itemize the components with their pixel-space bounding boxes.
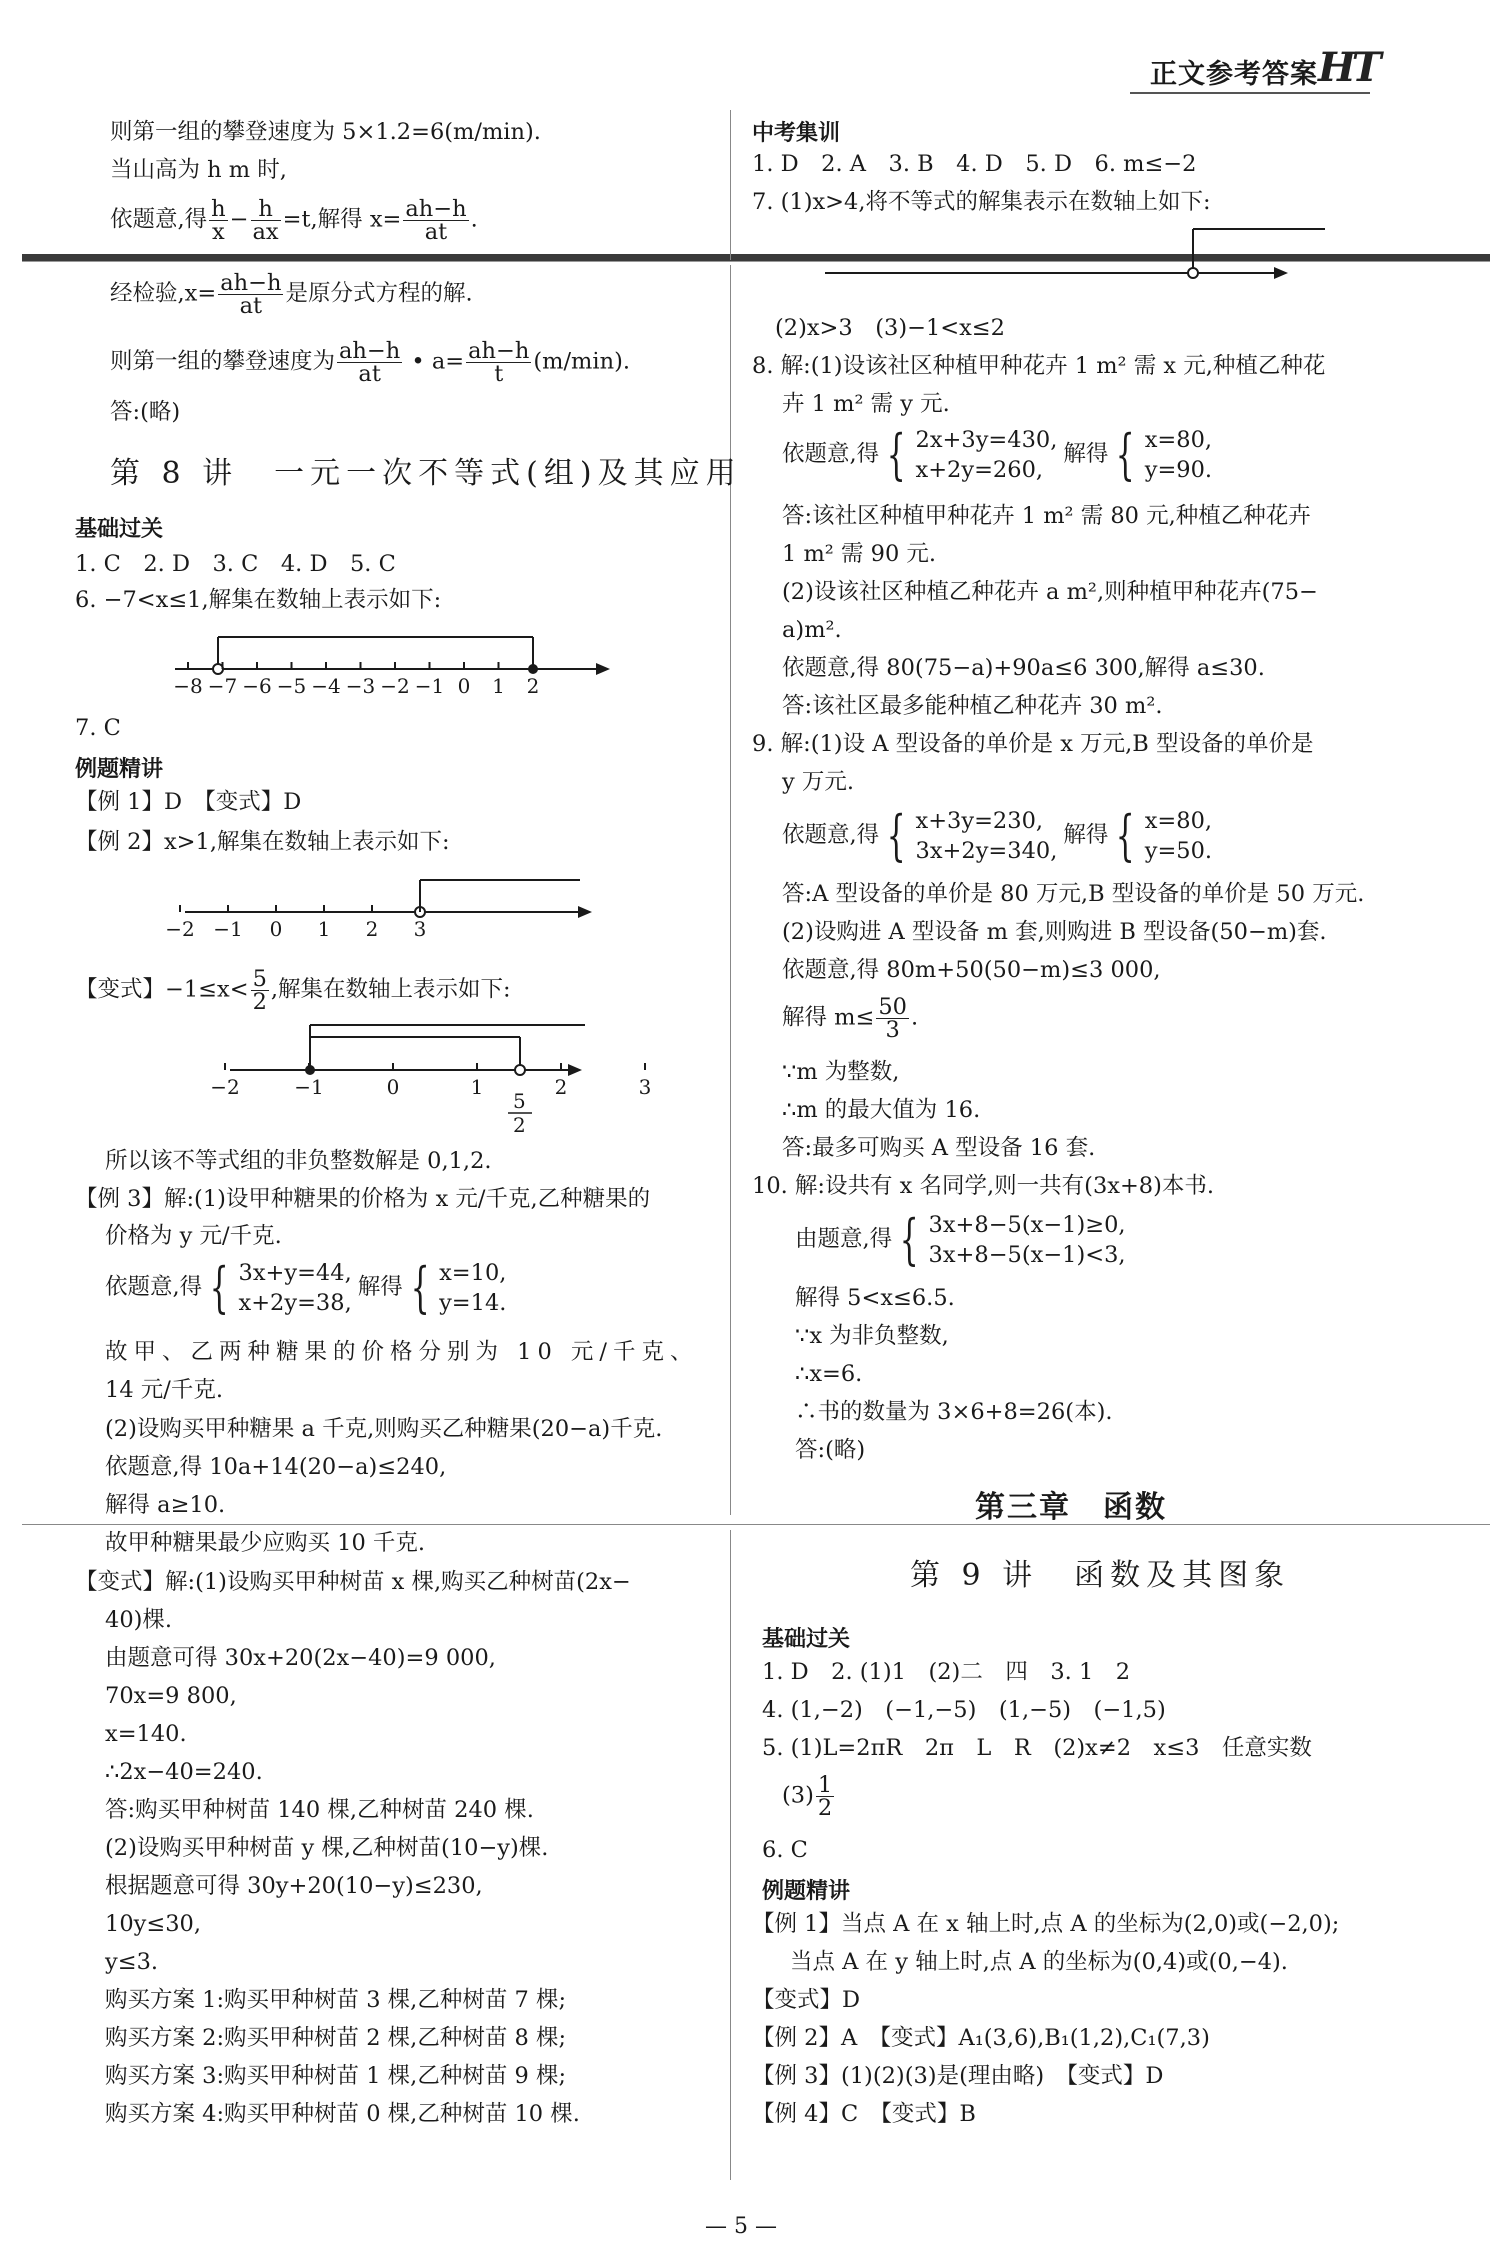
brace: { (899, 1208, 919, 1271)
equation: x=80, (1144, 808, 1213, 834)
text-line: 答:最多可购买 A 型设备 16 套. (782, 1135, 1096, 1161)
text-line: 【变式】解:(1)设购买甲种树苗 x 棵,购买乙种树苗(2x− (75, 1569, 631, 1595)
numerator: ah−h (220, 270, 282, 296)
brace: { (886, 423, 906, 486)
axis-label: −6 (242, 674, 272, 698)
text: 依题意,得 (110, 206, 208, 233)
text-line: 解得 m≤ $\frac{50}{3}$ . (782, 994, 919, 1043)
text-line: ∴m 的最大值为 16. (782, 1097, 981, 1123)
text-line: 【例 1】当点 A 在 x 轴上时,点 A 的坐标为(2,0)或(−2,0); (752, 1911, 1340, 1937)
text-line: 购买方案 1:购买甲种树苗 3 棵,乙种树苗 7 棵; (105, 1987, 567, 2013)
text-line: ∴书的数量为 3×6+8=26(本). (795, 1399, 1113, 1425)
brace: { (886, 804, 906, 867)
brace: { (1116, 423, 1136, 486)
text-line (105, 1258, 506, 1318)
text-line: 依题意,得 80(75−a)+90a≤6 300,解得 a≤30. (782, 655, 1265, 681)
text-line: 【变式】D (752, 1987, 861, 2013)
axis-label: −1 (414, 674, 445, 698)
text-line (110, 272, 473, 317)
equation: y=50. (1144, 838, 1213, 864)
numerator: 5 (252, 966, 267, 992)
text: 由题意,得 (795, 1226, 893, 1252)
lesson-title: 第 8 讲 一元一次不等式(组)及其应用 (110, 456, 742, 491)
text-line: 10. 解:设共有 x 名同学,则一共有(3x+8)本书. (752, 1173, 1215, 1199)
equation: 2x+3y=430, (915, 427, 1058, 453)
text-line: a)m². (782, 617, 842, 643)
text-line: 6. C (762, 1837, 808, 1863)
denominator: 2 (817, 1795, 833, 1821)
text-line: 故甲种糖果最少应购买 10 千克. (105, 1530, 426, 1556)
text-line: 当点 A 在 y 轴上时,点 A 的坐标为(0,4)或(0,−4). (790, 1949, 1288, 1975)
fraction (337, 340, 402, 385)
number-line-3 (210, 1015, 652, 1137)
equation: x=80, (1144, 427, 1213, 453)
text-line: 【例 3】(1)(2)(3)是(理由略) 【变式】D (752, 2063, 1164, 2089)
axis-label: −4 (311, 674, 341, 698)
fraction (403, 198, 468, 243)
text-line: 所以该不等式组的非负整数解是 0,1,2. (105, 1148, 492, 1174)
axis-label: 2 (526, 674, 540, 698)
equation: 3x+2y=340, (915, 838, 1058, 864)
equation: x+2y=260, (915, 457, 1044, 483)
text: 经检验,x= (110, 280, 217, 307)
text-line: 7. C (75, 715, 121, 741)
equation: y=14. (439, 1290, 507, 1316)
text-line: (2)设购买甲种糖果 a 千克,则购买乙种糖果(20−a)千克. (105, 1416, 663, 1442)
text-line: 解得 a≥10. (105, 1492, 226, 1518)
axis-label: 1 (492, 674, 505, 698)
text-line: 答:A 型设备的单价是 80 万元,B 型设备的单价是 50 万元. (782, 881, 1365, 907)
denominator: ax (252, 219, 279, 245)
axis-label: 2 (513, 1113, 526, 1137)
axis-label: 3 (638, 1075, 652, 1099)
text-line: 8. 解:(1)设该社区种植甲种花卉 1 m² 需 x 元,种植乙种花 (752, 353, 1326, 379)
text-line: 依题意,得 $\frac{h}{x}$ − $\frac{h}{ax}$ =t,解得 x= $\frac{ah-h}{at}$ . (110, 196, 478, 245)
text-line: ∵m 为整数, (782, 1059, 900, 1085)
text-line: 故甲、乙两种糖果的价格分别为 10 元/千克、 (105, 1339, 699, 1365)
axis-label: −3 (345, 674, 376, 698)
text-line: 价格为 y 元/千克. (105, 1223, 282, 1249)
equation: 3x+y=44, (238, 1260, 352, 1286)
text-line: x=140. (105, 1721, 187, 1747)
text-line: 1 m² 需 90 元. (782, 541, 937, 567)
text-line (782, 1774, 836, 1819)
axis-label: −7 (207, 674, 238, 698)
axis-label: 0 (457, 674, 471, 698)
text: 是原分式方程的解. (285, 280, 473, 307)
text-line: 解得 5<x≤6.5. (795, 1285, 955, 1311)
lesson-title: 第 9 讲 函数及其图象 (910, 1558, 1291, 1593)
axis-label: 2 (365, 917, 379, 941)
denominator: t (494, 361, 504, 387)
text-line: (2)设购买甲种树苗 y 棵,乙种树苗(10−y)棵. (105, 1835, 549, 1861)
text-line: 1. D 2. (1)1 (2)二 四 3. 1 2 (762, 1659, 1131, 1685)
text-line: 9. 解:(1)设 A 型设备的单价是 x 万元,B 型设备的单价是 (752, 731, 1314, 757)
text-line: 答:该社区最多能种植乙种花卉 30 m². (782, 693, 1163, 719)
text: (m/min). (533, 348, 631, 375)
text: 则第一组的攀登速度为 (110, 348, 336, 375)
numerator: 50 (878, 994, 907, 1020)
brace: { (1116, 804, 1136, 867)
equation-system (239, 1258, 352, 1318)
denominator: 3 (885, 1017, 900, 1043)
text-line: 【例 1】D 【变式】D (75, 789, 302, 815)
text: 【变式】−1≤x< (75, 976, 249, 1003)
denominator: at (424, 219, 448, 245)
text-line: 购买方案 3:购买甲种树苗 1 棵,乙种树苗 9 棵; (105, 2063, 567, 2089)
equation: 3x+8−5(x−1)<3, (928, 1242, 1126, 1268)
text-line (782, 425, 1212, 485)
numerator: ah−h (468, 338, 530, 364)
text-line (75, 968, 511, 1013)
brace: { (209, 1256, 229, 1319)
text: (3) (782, 1782, 814, 1809)
text-line: 7. (1)x>4,将不等式的解集表示在数轴上如下: (752, 189, 1211, 215)
section-heading: 中考集训 (752, 121, 841, 146)
number-line-2 (165, 866, 610, 946)
axis-label: −5 (276, 674, 307, 698)
text-line: 【例 2】x>1,解集在数轴上表示如下: (75, 829, 450, 855)
text-line: 70x=9 800, (105, 1683, 237, 1709)
fraction (816, 1774, 834, 1819)
equation: x+2y=38, (238, 1290, 352, 1316)
number-line-1 (170, 625, 620, 705)
equation: y=90. (1144, 457, 1213, 483)
chapter-title: 第三章 函数 (975, 1490, 1167, 1525)
text: 依题意,得 (782, 441, 880, 467)
text-line: 则第一组的攀登速度为 5×1.2=6(m/min). (110, 119, 541, 145)
fraction (251, 198, 281, 243)
text-line (795, 1210, 1126, 1270)
section-heading: 基础过关 (75, 517, 164, 542)
text-line: 答:(略) (110, 399, 181, 425)
section-rule (22, 1524, 1490, 1525)
text: 解得 (357, 1274, 403, 1300)
text-line: 答:(略) (795, 1437, 866, 1463)
text: =t,解得 x= (282, 206, 402, 233)
numerator: ah−h (405, 196, 467, 222)
text-line: (2)x>3 (3)−1<x≤2 (775, 315, 1005, 341)
text-line: 40)棵. (105, 1607, 173, 1633)
column-divider-top (730, 110, 731, 260)
text-line: 【例 3】解:(1)设甲种糖果的价格为 x 元/千克,乙种糖果的 (75, 1186, 651, 1212)
denominator: 2 (252, 989, 267, 1015)
axis-label: 1 (470, 1075, 484, 1099)
text-line: y 万元. (782, 769, 855, 795)
text-line: (2)设购进 A 型设备 m 套,则购进 B 型设备(50−m)套. (782, 919, 1327, 945)
numerator: h (251, 198, 281, 221)
text-line: ∴2x−40=240. (105, 1759, 263, 1785)
section-heading: 基础过关 (762, 1627, 851, 1652)
text-line: 【例 2】A 【变式】A₁(3,6),B₁(1,2),C₁(7,3) (752, 2025, 1210, 2051)
text-line: 1. C 2. D 3. C 4. D 5. C (75, 551, 396, 577)
text: 解得 (1063, 822, 1109, 848)
text-line: y≤3. (105, 1949, 159, 1975)
fraction (251, 968, 269, 1013)
text-line (782, 806, 1212, 866)
text: 解得 m≤ (782, 1004, 875, 1031)
axis-label: 5 (513, 1089, 526, 1113)
header-title: 正文参考答案 (1150, 59, 1318, 90)
denominator: at (358, 361, 381, 387)
denominator: x (212, 219, 225, 245)
number-line-4 (820, 225, 1340, 305)
equation-system (916, 425, 1058, 485)
axis-label: 1 (317, 917, 331, 941)
text-line: 依题意,得 10a+14(20−a)≤240, (105, 1454, 447, 1480)
text-line: 卉 1 m² 需 y 元. (782, 391, 950, 417)
text-line: 由题意可得 30x+20(2x−40)=9 000, (105, 1645, 496, 1671)
text-line: 14 元/千克. (105, 1377, 224, 1403)
equation-system (1145, 806, 1212, 866)
header-logo: HT (1318, 44, 1378, 91)
fraction (209, 198, 228, 243)
axis-label: 3 (413, 917, 427, 941)
equation-system (1145, 425, 1212, 485)
fraction (466, 340, 531, 385)
text-line: 10y≤30, (105, 1911, 201, 1937)
numerator: h (211, 196, 226, 222)
text-line: 答:该社区种植甲种花卉 1 m² 需 80 元,种植乙种花卉 (782, 503, 1311, 529)
numerator: ah−h (339, 338, 401, 364)
text-line: ∴x=6. (795, 1361, 863, 1387)
text: 解得 (1063, 441, 1109, 467)
column-divider-bottom (730, 1530, 731, 2180)
axis-label: −8 (173, 674, 203, 698)
axis-label: −2 (165, 917, 195, 941)
text-line: 【例 4】C 【变式】B (752, 2101, 976, 2127)
axis-label: 0 (269, 917, 283, 941)
text-line: 1. D 2. A 3. B 4. D 5. D 6. m≤−2 (752, 151, 1197, 177)
numerator: 1 (817, 1772, 833, 1798)
text-line: 购买方案 2:购买甲种树苗 2 棵,乙种树苗 8 棵; (105, 2025, 567, 2051)
text: 依题意,得 (105, 1274, 203, 1300)
page-number: — 5 — (705, 2214, 777, 2239)
text-line: 则第一组的攀登速度为 $\frac{ah-h}{at}$ • a= $\frac{ah-h}{t}$ (m/min). (110, 338, 631, 387)
equation: x=10, (439, 1260, 507, 1286)
axis-label: 0 (386, 1075, 400, 1099)
text-line: (2)设该社区种植乙种花卉 a m²,则种植甲种花卉(75− (782, 579, 1318, 605)
section-heading: 例题精讲 (75, 757, 164, 782)
axis-label: −2 (210, 1075, 240, 1099)
equation-system (916, 806, 1058, 866)
text: 依题意,得 (782, 822, 880, 848)
axis-label: −1 (294, 1075, 324, 1099)
brace: { (410, 1256, 430, 1319)
text-line: 依题意,得 80m+50(50−m)≤3 000, (782, 957, 1161, 983)
axis-label: −1 (213, 917, 243, 941)
text-line: 答:购买甲种树苗 140 棵,乙种树苗 240 棵. (105, 1797, 534, 1823)
text-line: 5. (1)L=2πR 2π L R (2)x≠2 x≤3 任意实数 (762, 1735, 1312, 1761)
axis-label: −2 (380, 674, 410, 698)
text-line: ∵x 为非负整数, (795, 1323, 949, 1349)
fraction (876, 996, 909, 1041)
fraction (218, 272, 283, 317)
axis-label: 2 (554, 1075, 568, 1099)
section-heading: 例题精讲 (762, 1879, 851, 1904)
equation-system (929, 1210, 1126, 1270)
text-line: 购买方案 4:购买甲种树苗 0 棵,乙种树苗 10 棵. (105, 2101, 580, 2127)
text: ,解集在数轴上表示如下: (270, 976, 511, 1003)
header-rule (1130, 92, 1370, 94)
text-line: 根据题意可得 30y+20(10−y)≤230, (105, 1873, 483, 1899)
equation: 3x+8−5(x−1)≥0, (928, 1212, 1126, 1238)
text-line: 6. −7<x≤1,解集在数轴上表示如下: (75, 587, 442, 613)
text-line: 当山高为 h m 时, (110, 157, 287, 183)
equation: x+3y=230, (915, 808, 1044, 834)
denominator: at (239, 293, 263, 319)
equation-system (439, 1258, 506, 1318)
text-line: 4. (1,−2) (−1,−5) (1,−5) (−1,5) (762, 1697, 1166, 1723)
